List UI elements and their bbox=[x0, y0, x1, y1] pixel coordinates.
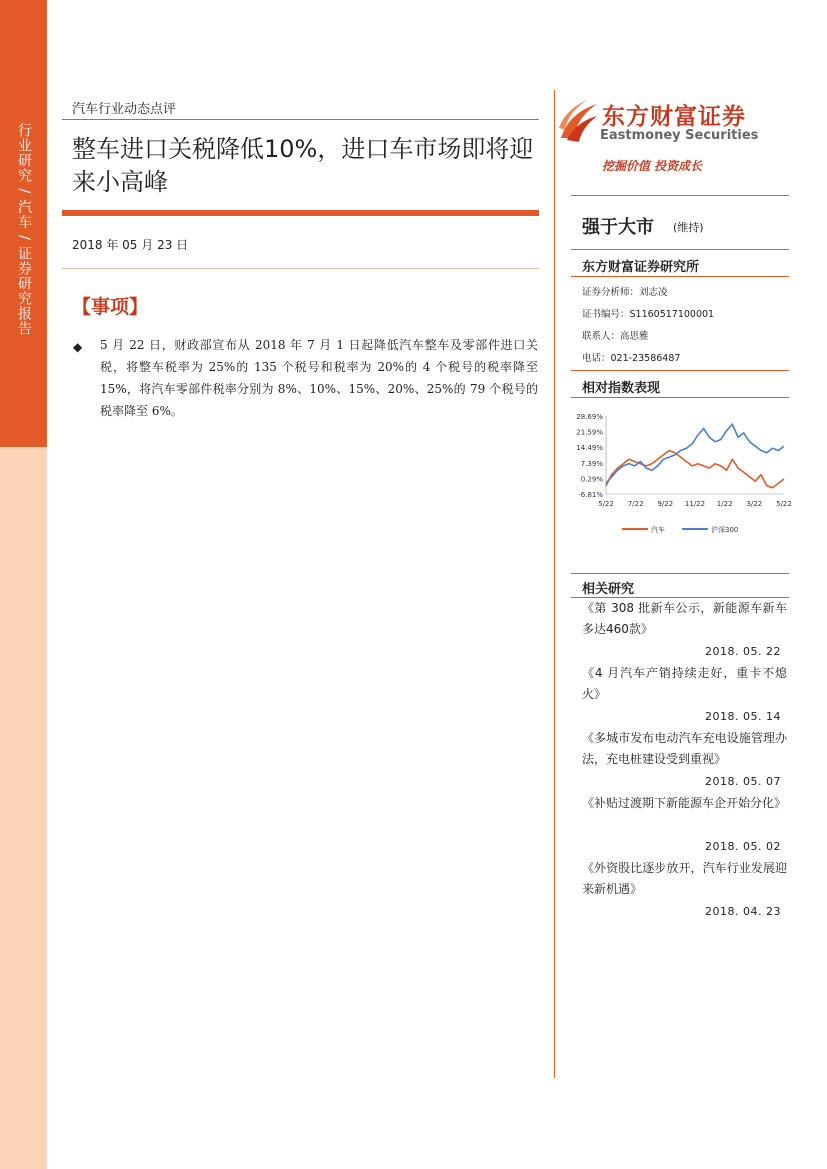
phone: 电话：021-23586487 bbox=[582, 353, 681, 364]
logo-icon bbox=[557, 98, 601, 144]
bullet-icon: ◆ bbox=[73, 340, 83, 354]
y-tick-label: 21.59% bbox=[576, 428, 603, 437]
date-divider bbox=[62, 268, 539, 269]
rating-bottom-divider bbox=[571, 249, 789, 250]
report-title: 整车进口关税降低10%，进口车市场即将迎来小高峰 bbox=[72, 135, 534, 196]
x-tick-label: 11/22 bbox=[684, 500, 706, 508]
series-line bbox=[606, 424, 784, 483]
cert-number: 证书编号：S1160517100001 bbox=[582, 309, 715, 320]
related-item-title[interactable]: 《补贴过渡期下新能源车企开始分化》 bbox=[582, 796, 787, 810]
analyst: 证券分析师：刘志凌 bbox=[582, 287, 668, 298]
index-top-divider bbox=[571, 370, 789, 371]
y-tick-label: 14.49% bbox=[576, 444, 603, 453]
chart-legend bbox=[622, 525, 738, 534]
x-tick-label: 3/22 bbox=[746, 500, 763, 508]
related-item-date: 2018. 05. 07 bbox=[705, 775, 781, 788]
legend-label: 沪深300 bbox=[711, 526, 739, 534]
column-divider bbox=[554, 90, 555, 1078]
x-tick-label: 5/22 bbox=[776, 500, 792, 508]
brand-slogan: 挖掘价值 投资成长 bbox=[602, 159, 703, 173]
y-tick-label: 28.69% bbox=[576, 413, 603, 421]
related-title: 相关研究 bbox=[582, 582, 635, 597]
y-tick-label: -6.81% bbox=[578, 491, 603, 499]
related-item-date: 2018. 05. 02 bbox=[705, 840, 781, 853]
institute-name: 东方财富证券研究所 bbox=[582, 260, 700, 275]
related-item-date: 2018. 04. 23 bbox=[705, 905, 781, 918]
rating-label: 强于大市 bbox=[582, 217, 654, 238]
sidebar-light bbox=[0, 447, 47, 1169]
report-category: 汽车行业动态点评 bbox=[72, 102, 177, 117]
institute-divider bbox=[571, 276, 789, 277]
y-tick-label: 0.29% bbox=[580, 475, 603, 484]
index-section-title: 相对指数表现 bbox=[582, 381, 661, 396]
contact: 联系人：高思雅 bbox=[582, 331, 649, 342]
y-tick-label: 7.39% bbox=[580, 459, 603, 468]
section-title: 【事项】 bbox=[72, 296, 149, 318]
relative-index-chart bbox=[572, 408, 792, 538]
rating-note: (维持) bbox=[673, 221, 704, 234]
report-date: 2018 年 05 月 23 日 bbox=[72, 238, 189, 252]
series-line bbox=[606, 451, 784, 488]
event-paragraph: 5 月 22 日，财政部宣布从 2018 年 7 月 1 日起降低汽车整车及零部件进口关税，将整车税率为 25%的 135 个税号和税率为 20%的 4 个税号的税率降至 15%，将汽车零部件税率分别为 8%、10%、15%、20%、25%的 79 个税号的税率降至 6%。 bbox=[100, 338, 538, 418]
sidebar-label: 行业研究 / 汽车 / 证券研究报告 bbox=[16, 123, 32, 337]
related-item-title[interactable]: 《多城市发布电动汽车充电设施管理办法，充电桩建设受到重视》 bbox=[582, 731, 787, 766]
related-top-divider bbox=[571, 573, 789, 574]
related-item-date: 2018. 05. 14 bbox=[705, 710, 781, 723]
rating-top-divider bbox=[571, 195, 789, 196]
brand-name-en: Eastmoney Securities bbox=[600, 128, 759, 143]
related-item-title[interactable]: 《4 月汽车产销持续走好，重卡不熄火》 bbox=[582, 666, 787, 701]
legend-label: 汽车 bbox=[651, 526, 665, 534]
title-bar bbox=[62, 210, 539, 216]
related-item-title[interactable]: 《第 308 批新车公示，新能源车新车多达460款》 bbox=[582, 601, 787, 636]
related-item-date: 2018. 05. 22 bbox=[705, 645, 781, 658]
category-divider bbox=[62, 119, 539, 120]
x-tick-label: 5/22 bbox=[598, 500, 614, 508]
x-tick-label: 7/22 bbox=[627, 500, 644, 508]
brand-name-cn: 东方财富证券 bbox=[602, 104, 746, 130]
x-tick-label: 9/22 bbox=[657, 500, 674, 508]
x-tick-label: 1/22 bbox=[716, 500, 733, 508]
chart-lines bbox=[606, 424, 784, 488]
related-item-title[interactable]: 《外资股比逐步放开，汽车行业发展迎来新机遇》 bbox=[582, 861, 787, 896]
index-bottom-divider bbox=[571, 397, 789, 398]
